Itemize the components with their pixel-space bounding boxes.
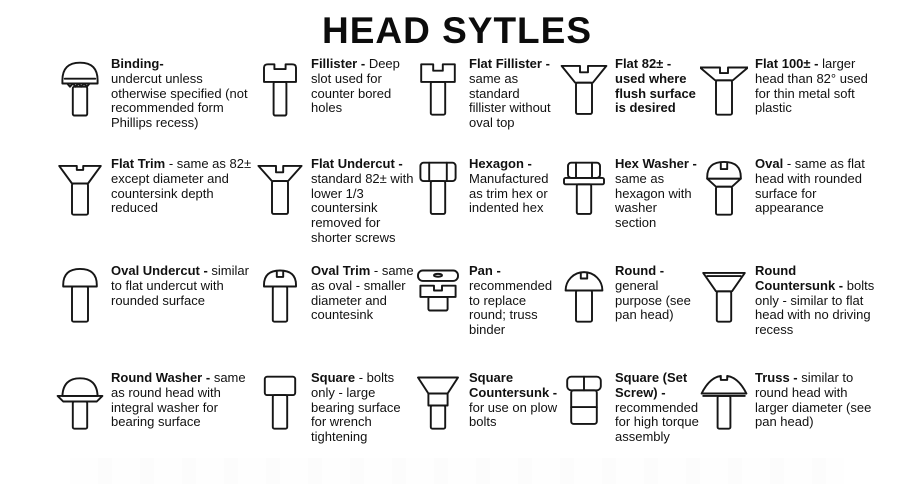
head-style-oval-trim xyxy=(256,257,414,364)
round-washer-screw-icon xyxy=(56,371,104,432)
head-style-name: Square (Set Screw) - xyxy=(615,370,688,400)
head-style-desc: larger head than 82° used for thin metal soft plastic xyxy=(755,56,868,116)
head-style-name: Oval xyxy=(755,156,784,171)
flat-100-screw-icon xyxy=(700,57,748,118)
head-style-name: Round Countersunk - xyxy=(755,263,844,293)
square-set-screw-icon xyxy=(560,371,608,432)
flat-undercut-screw-icon xyxy=(256,157,304,218)
head-style-desc: recommended for high torque assembly xyxy=(615,399,699,445)
round-countersunk-screw-icon xyxy=(700,264,748,325)
head-style-desc: - same as 82± except diameter and countersink depth reduced xyxy=(111,156,252,216)
head-style-name: Oval Trim xyxy=(311,263,371,278)
head-style-round-countersunk xyxy=(700,257,876,364)
head-style-desc: used where flush surface is desired xyxy=(615,70,696,116)
head-style-pan xyxy=(414,257,560,364)
head-style-name: Round - xyxy=(615,263,665,278)
head-styles-grid xyxy=(56,50,876,486)
oval-trim-screw-icon xyxy=(256,264,304,325)
head-style-flat-82 xyxy=(560,50,700,150)
oval-screw-icon xyxy=(700,157,748,218)
flat-82-screw-icon xyxy=(560,57,608,118)
round-screw-icon xyxy=(560,264,608,325)
head-style-hex-washer xyxy=(560,150,700,257)
head-style-oval-undercut xyxy=(56,257,256,364)
head-style-name: Square xyxy=(311,370,356,385)
square-screw-icon xyxy=(256,371,304,432)
head-style-name: Flat 100± - xyxy=(755,56,819,71)
head-style-desc: recommended to replace round; truss binder xyxy=(469,277,553,338)
head-style-name: Pan - xyxy=(469,263,501,278)
head-style-flat-undercut xyxy=(256,150,414,257)
head-style-name: Flat Fillister - xyxy=(469,56,550,71)
head-style-name: Binding- xyxy=(111,56,164,71)
oval-undercut-screw-icon xyxy=(56,264,104,325)
head-style-desc: for use on plow bolts xyxy=(469,399,558,430)
head-style-oval xyxy=(700,150,876,257)
head-style-round xyxy=(560,257,700,364)
head-style-desc: - same as oval - smaller diameter and countesink xyxy=(311,263,414,323)
head-style-desc: Deep slot used for counter bored holes xyxy=(311,56,400,116)
fillister-screw-icon xyxy=(256,57,304,118)
head-style-name: Flat Undercut - xyxy=(311,156,403,171)
head-style-desc: - same as flat head with rounded surface for appearance xyxy=(755,156,865,216)
flat-fillister-screw-icon xyxy=(414,57,462,118)
head-style-name: Hexagon - xyxy=(469,156,532,171)
pan-screw-icon xyxy=(414,264,462,325)
head-style-name: Oval Undercut - xyxy=(111,263,208,278)
scan-artifact-band xyxy=(70,458,844,484)
head-style-desc: same as hexagon with washer section xyxy=(615,170,692,231)
head-style-desc: - bolts only - large bearing surface for wrench tightening xyxy=(311,370,401,445)
head-style-desc: Manufactured as trim hex or indented hex xyxy=(469,170,549,216)
head-style-desc: undercut unless otherwise specified (not recommended form Phillips recess) xyxy=(111,70,248,131)
head-style-binding xyxy=(56,50,256,150)
head-style-name: Flat Trim xyxy=(111,156,166,171)
square-countersunk-screw-icon xyxy=(414,371,462,432)
head-style-fillister xyxy=(256,50,414,150)
flat-trim-screw-icon xyxy=(56,157,104,218)
head-style-name: Flat 82± - xyxy=(615,56,672,71)
head-style-desc: bolts only - similar to flat head with no driving recess xyxy=(755,277,875,338)
truss-screw-icon xyxy=(700,371,748,432)
head-style-desc: similar to flat undercut with rounded surface xyxy=(111,263,249,308)
hex-washer-screw-icon xyxy=(560,157,608,218)
head-style-desc: similar to round head with larger diameter (see pan head) xyxy=(755,370,872,430)
head-style-desc: standard 82± with lower 1/3 countersink removed for shorter screws xyxy=(311,170,414,246)
head-style-flat-fillister xyxy=(414,50,560,150)
binding-screw-icon xyxy=(56,57,104,118)
head-style-hexagon xyxy=(414,150,560,257)
head-style-name: Hex Washer - xyxy=(615,156,697,171)
head-style-name: Fillister - xyxy=(311,56,366,71)
hexagon-screw-icon xyxy=(414,157,462,218)
head-style-name: Round Washer - xyxy=(111,370,211,385)
page-title: HEAD SYTLES xyxy=(321,10,593,51)
head-style-desc: same as standard fillister without oval top xyxy=(469,70,551,131)
head-style-name: Truss - xyxy=(755,370,798,385)
head-style-desc: same as round head with integral washer for bearing surface xyxy=(111,370,246,430)
head-style-flat-100 xyxy=(700,50,876,150)
head-style-flat-trim xyxy=(56,150,256,257)
head-style-name: Square Countersunk - xyxy=(469,370,558,400)
head-style-desc: general purpose (see pan head) xyxy=(615,277,691,323)
